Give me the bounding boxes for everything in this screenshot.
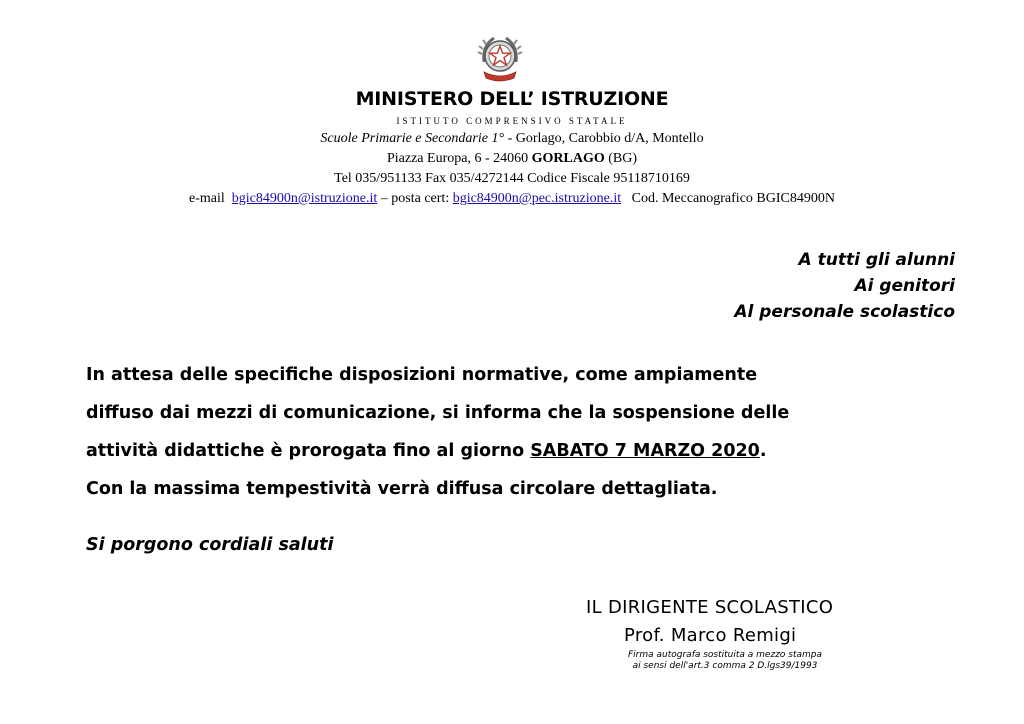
address-street: Piazza Europa, 6 - 24060 bbox=[386, 151, 532, 166]
address-province: (BG) bbox=[604, 151, 638, 166]
suspension-end-date: SABATO 7 MARZO 2020 bbox=[530, 441, 760, 461]
signature-note-2: ai sensi dell'art.3 comma 2 D.lgs39/1993 bbox=[632, 661, 818, 671]
schools-line bbox=[0, 131, 1024, 147]
recipient-students: A tutti gli alunni bbox=[798, 250, 955, 270]
email-label: e-mail bbox=[189, 191, 232, 206]
contact-line bbox=[0, 191, 1024, 207]
schools-italic: Scuole Primarie e Secondarie 1° bbox=[320, 131, 505, 146]
pec-label: – posta cert: bbox=[377, 191, 453, 206]
address-city: GORLAGO bbox=[531, 151, 605, 166]
body-line-2: diffuso dai mezzi di comunicazione, si informa che la sospensione delle bbox=[86, 403, 790, 423]
ministry-title: MINISTERO DELL’ ISTRUZIONE bbox=[355, 88, 669, 110]
republic-emblem-icon bbox=[476, 32, 524, 84]
recipients-block bbox=[734, 247, 955, 325]
recipient-staff: Al personale scolastico bbox=[734, 302, 955, 322]
body-line-4: Con la massima tempestività verrà diffusa circolare dettagliata. bbox=[86, 479, 718, 499]
body-line-3-end: . bbox=[759, 441, 767, 461]
closing-greeting: Si porgono cordiali saluti bbox=[86, 535, 334, 555]
body-line-3-text: attività didattiche è prorogata fino al giorno bbox=[86, 441, 531, 461]
institute-subtitle: ISTITUTO COMPRENSIVO STATALE bbox=[396, 116, 628, 126]
email-link[interactable]: bgic84900n@istruzione.it bbox=[231, 191, 378, 206]
signature-note-1: Firma autografa sostituita a mezzo stampa bbox=[627, 650, 823, 660]
signer-name: Prof. Marco Remigi bbox=[624, 625, 797, 646]
phone-line: Tel 035/951133 Fax 035/4272144 Codice Fiscale 95118710169 bbox=[334, 171, 690, 186]
address-line bbox=[0, 151, 1024, 167]
body-line-3 bbox=[86, 432, 946, 470]
notice-body bbox=[86, 356, 946, 508]
body-line-1: In attesa delle specifiche disposizioni normative, come ampiamente bbox=[86, 365, 758, 385]
pec-link[interactable]: bgic84900n@pec.istruzione.it bbox=[452, 191, 622, 206]
school-code: Cod. Meccanografico BGIC84900N bbox=[621, 191, 835, 206]
schools-locations: - Gorlago, Carobbio d/A, Montello bbox=[504, 131, 704, 146]
recipient-parents: Ai genitori bbox=[854, 276, 955, 296]
signer-role: IL DIRIGENTE SCOLASTICO bbox=[586, 597, 834, 618]
